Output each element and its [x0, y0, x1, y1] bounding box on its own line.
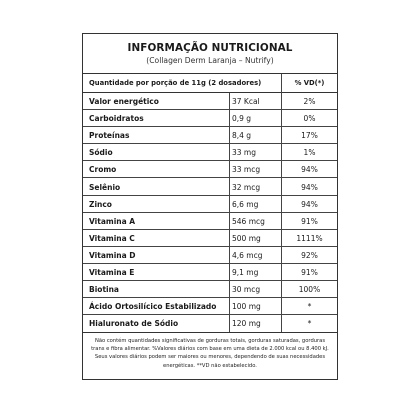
- column-separator-amount: [229, 93, 230, 332]
- nutrient-name: Cromo: [89, 165, 117, 175]
- nutrition-label: [82, 33, 338, 380]
- nutrient-amount: 30 mcg: [232, 285, 261, 295]
- nutrient-row: [83, 230, 337, 247]
- nutrient-row: [83, 93, 337, 110]
- nutrient-name: Carboidratos: [89, 114, 144, 124]
- title-divider: [83, 73, 337, 74]
- nutrient-name: Ácido Ortosilícico Estabilizado: [89, 302, 217, 312]
- nutrient-name: Vitamina A: [89, 216, 136, 226]
- nutrient-name: Sódio: [89, 148, 113, 158]
- nutrient-amount: 546 mcg: [232, 216, 265, 226]
- nutrient-vd: 17%: [301, 131, 318, 141]
- nutrient-row: [83, 196, 337, 213]
- nutrient-row: [83, 315, 337, 332]
- nutrient-amount: 33 mg: [232, 148, 256, 158]
- column-separator-vd: [281, 74, 282, 332]
- nutrient-row: [83, 281, 337, 298]
- nutrient-amount: 0,9 g: [232, 114, 252, 124]
- nutrient-amount: 37 Kcal: [232, 97, 260, 107]
- nutrient-name: Zinco: [89, 199, 112, 209]
- nutrient-vd: 91%: [301, 268, 318, 278]
- nutrient-vd: 1111%: [296, 233, 323, 243]
- nutrient-amount: 500 mg: [232, 233, 261, 243]
- nutrient-row: [83, 247, 337, 264]
- nutrient-amount: 120 mg: [232, 319, 261, 329]
- footer-divider: [83, 332, 337, 333]
- nutrient-vd: *: [307, 319, 312, 329]
- nutrient-name: Proteínas: [89, 131, 130, 141]
- nutrient-vd: *: [307, 302, 312, 312]
- nutrient-vd: 2%: [303, 97, 316, 107]
- nutrient-row: [83, 161, 337, 178]
- vd-header: % VD(*): [294, 79, 325, 87]
- nutrient-amount: 32 mcg: [232, 182, 261, 192]
- nutrient-vd: 91%: [301, 216, 318, 226]
- nutrient-name: Biotina: [89, 285, 119, 295]
- nutrient-amount: 6,6 mg: [232, 199, 259, 209]
- nutrient-name: Vitamina E: [89, 268, 135, 278]
- nutrient-row: [83, 110, 337, 127]
- nutrient-amount: 100 mg: [232, 302, 261, 312]
- label-title: INFORMAÇÃO NUTRICIONAL: [127, 42, 293, 54]
- nutrient-vd: 100%: [298, 285, 321, 295]
- nutrient-row: [83, 213, 337, 230]
- nutrient-vd: 1%: [303, 148, 316, 158]
- nutrient-name: Valor energético: [89, 97, 159, 107]
- nutrient-row: [83, 298, 337, 315]
- nutrient-amount: 9,1 mg: [232, 268, 259, 278]
- nutrient-row: [83, 264, 337, 281]
- nutrient-vd: 94%: [301, 199, 318, 209]
- nutrient-amount: 4,6 mcg: [232, 250, 263, 260]
- nutrient-name: Vitamina D: [89, 250, 136, 260]
- nutrient-vd: 94%: [301, 165, 318, 175]
- portion-header: Quantidade por porção de 11g (2 dosadores): [89, 79, 262, 87]
- footnote-text: Não contém quantidades significativas de gorduras totais, gorduras saturadas, gorduras trans e fibra alimentar. %Valores diários com base em uma dieta de 2.000 kcal ou 8.400 kJ. Seus valores diários podem ser maiores ou menores, dependendo de suas necessidades energéticas. **VD não estabelecido.: [91, 338, 329, 369]
- nutrient-row: [83, 179, 337, 196]
- nutrient-vd: 92%: [301, 250, 318, 260]
- nutrient-row: [83, 144, 337, 161]
- label-subtitle: (Collagen Derm Laranja – Nutrify): [146, 56, 274, 65]
- nutrient-name: Selênio: [89, 182, 121, 192]
- nutrient-name: Hialuronato de Sódio: [89, 319, 179, 329]
- nutrient-vd: 0%: [303, 114, 316, 124]
- nutrient-amount: 33 mcg: [232, 165, 261, 175]
- nutrient-row: [83, 127, 337, 144]
- nutrient-name: Vitamina C: [89, 233, 135, 243]
- nutrient-amount: 8,4 g: [232, 131, 252, 141]
- nutrient-vd: 94%: [301, 182, 318, 192]
